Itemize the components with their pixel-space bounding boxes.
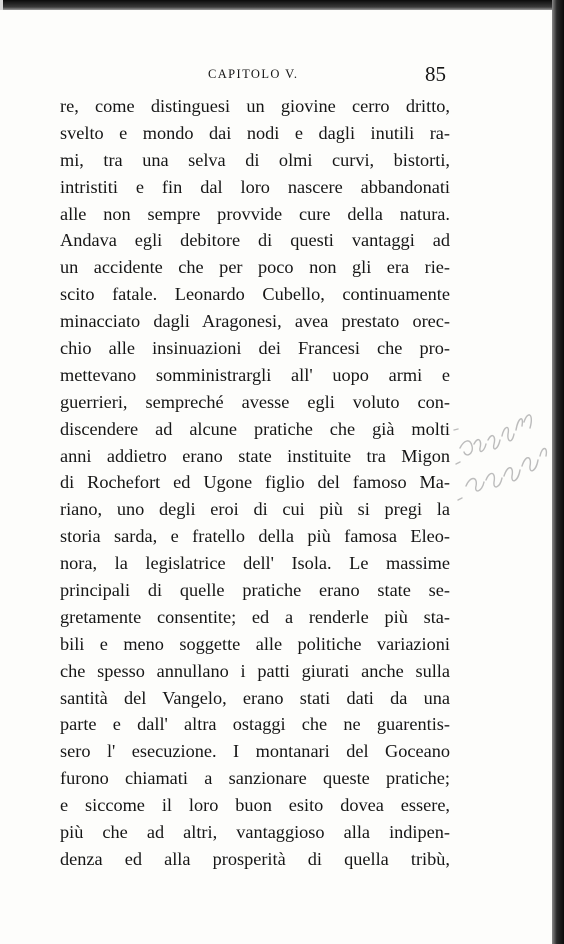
text-line: santità del Vangelo, erano stati dati da una	[60, 687, 450, 708]
text-line: principali di quelle pratiche erano state se-	[60, 580, 450, 601]
text-line: scito fatale. Leonardo Cubello, continuamente	[60, 284, 450, 305]
text-line: sero l' esecuzione. I montanari del Goceano	[60, 741, 450, 762]
text-line: riano, uno degli eroi di cui più si pregi la	[60, 499, 450, 520]
text-line: re, come distinguesi un giovine cerro dritto,	[60, 96, 450, 116]
text-line: minacciato dagli Aragonesi, avea prestato orec-	[60, 311, 450, 332]
text-line: svelto e mondo dai nodi e dagli inutili ra-	[60, 122, 450, 143]
text-line: Andava egli debitore di questi vantaggi ad	[60, 230, 450, 251]
body-text	[60, 93, 450, 873]
text-line: intristiti e fin dal loro nascere abbandonati	[60, 176, 450, 197]
text-line: nora, la legislatrice dell' Isola. Le massime	[60, 553, 450, 574]
text-line: storia sarda, e fratello della più famosa Eleo-	[60, 526, 450, 547]
text-line: mettevano somministrargli all' uopo armi e	[60, 364, 450, 385]
text-line: alle non sempre provvide cure della natura.	[60, 203, 450, 224]
page	[0, 10, 552, 944]
scanner-border-top	[0, 0, 564, 10]
text-line: un accidente che per poco non gli era rie-	[60, 257, 450, 278]
text-line: che spesso annullano i patti giurati anche sulla	[60, 660, 450, 681]
text-line: furono chiamati a sanzionare queste pratiche;	[60, 768, 450, 789]
text-line: di Rochefort ed Ugone figlio del famoso Ma-	[60, 472, 450, 493]
text-line: chio alle insinuazioni dei Francesi che pro-	[60, 338, 450, 359]
page-number: 85	[425, 62, 446, 86]
scanner-border-right	[552, 0, 564, 944]
text-line: guerrieri, sempreché avesse egli voluto con-	[60, 391, 450, 412]
text-line: bili e meno soggette alle politiche variazioni	[60, 633, 450, 654]
text-line: e siccome il loro buon esito dovea essere,	[60, 795, 450, 816]
text-line: mi, tra una selva di olmi curvi, bistorti,	[60, 149, 450, 170]
running-head	[0, 62, 552, 92]
text-line: denza ed alla prosperità di quella tribù,	[60, 848, 450, 869]
text-line: parte e dall' altra ostaggi che ne guarentis-	[60, 714, 450, 735]
text-line: più che ad altri, vantaggioso alla indipen-	[60, 822, 450, 843]
handwritten-margin-note	[452, 400, 552, 520]
text-line: anni addietro erano state instituite tra Migon	[60, 445, 450, 466]
text-line: discendere ad alcune pratiche che già molti	[60, 418, 450, 439]
chapter-title: CAPITOLO V.	[208, 67, 299, 81]
text-line: gretamente consentite; ed a renderle più sta-	[60, 606, 450, 627]
